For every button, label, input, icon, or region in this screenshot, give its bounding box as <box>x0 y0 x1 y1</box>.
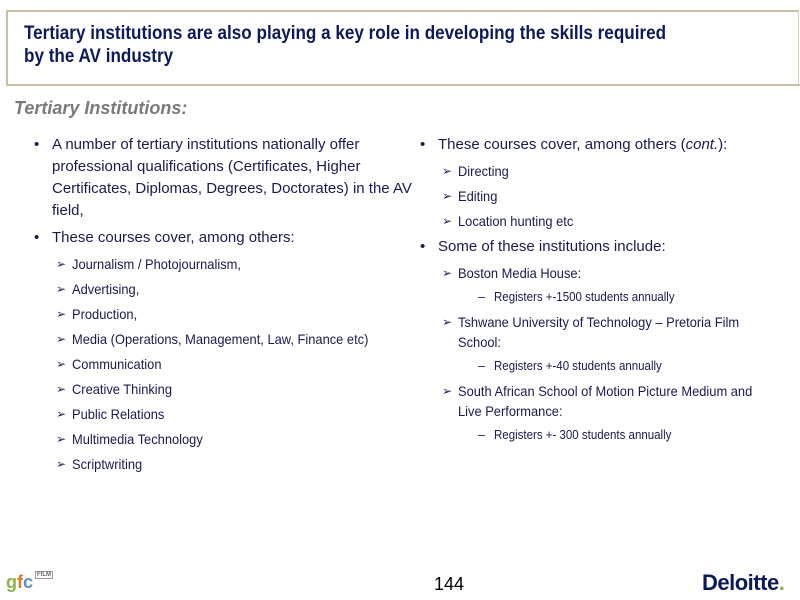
bullet-text: Some of these institutions include: <box>438 238 666 255</box>
sub-bullet <box>420 211 790 231</box>
sub-bullet <box>34 429 414 449</box>
arrow-bullet-icon: ➢ <box>442 214 453 228</box>
institution-item <box>420 263 790 283</box>
bullet-item <box>420 236 790 258</box>
sub-bullet <box>34 354 414 374</box>
sub-bullet-text: Advertising, <box>72 281 140 297</box>
gfc-logo: gfc $^{FILM}$ <box>6 572 52 592</box>
sub-bullet <box>420 186 790 206</box>
slide-title: Tertiary institutions are also playing a key role in developing the skills required by the AV industry <box>24 23 667 67</box>
left-column <box>34 134 414 479</box>
sub-bullet-text: Scriptwriting <box>72 456 143 472</box>
sub-bullet <box>34 304 414 324</box>
sub-bullet <box>420 161 790 181</box>
arrow-bullet-icon: ➢ <box>56 407 67 421</box>
arrow-bullet-icon: ➢ <box>56 357 67 371</box>
dash-bullet-icon: – <box>478 290 485 304</box>
right-column <box>420 134 790 450</box>
sub-bullet-text: Location hunting etc <box>458 213 574 229</box>
bullet-text: A number of tertiary institutions nationally offer professional qualifications (Certificates, Higher Certificates, Diplomas, Degrees, Doctorates) in the AV field, <box>52 136 412 219</box>
page-number: 144 <box>434 574 465 594</box>
bullet-item <box>34 227 414 249</box>
sub-bullet <box>34 379 414 399</box>
sub-bullet-text: Directing <box>458 163 509 179</box>
sub-bullet-text: Multimedia Technology <box>72 431 203 447</box>
bullet-text-post: ): <box>718 136 728 153</box>
sub-bullet <box>34 454 414 474</box>
arrow-bullet-icon: ➢ <box>442 189 453 203</box>
institution-detail-text: Registers +-40 students annually <box>494 359 662 373</box>
institution-detail <box>420 357 790 375</box>
arrow-bullet-icon: ➢ <box>442 315 453 329</box>
arrow-bullet-icon: ➢ <box>56 332 67 346</box>
institution-detail-text: Registers +-1500 students annually <box>494 290 675 304</box>
institution-detail <box>420 426 790 444</box>
bullet-text: These courses cover, among others: <box>52 229 295 246</box>
institution-detail-text: Registers +- 300 students annually <box>494 428 672 442</box>
deloitte-logo: Deloitte. <box>702 570 785 595</box>
institution-detail <box>420 288 790 306</box>
sub-bullet-text: Production, <box>72 306 138 322</box>
institution-name: Tshwane University of Technology – Pretoria Film School: <box>458 314 740 350</box>
arrow-bullet-icon: ➢ <box>442 384 453 398</box>
title-divider <box>6 84 800 86</box>
arrow-bullet-icon: ➢ <box>56 432 67 446</box>
dash-bullet-icon: – <box>478 359 485 373</box>
sub-bullet <box>34 329 414 349</box>
sub-bullet <box>34 254 414 274</box>
arrow-bullet-icon: ➢ <box>56 257 67 271</box>
sub-bullet <box>34 279 414 299</box>
institution-name: Boston Media House: <box>458 265 582 281</box>
arrow-bullet-icon: ➢ <box>56 282 67 296</box>
arrow-bullet-icon: ➢ <box>442 164 453 178</box>
arrow-bullet-icon: ➢ <box>56 457 67 471</box>
sub-bullet-text: Creative Thinking <box>72 381 172 397</box>
sub-bullet-text: Journalism / Photojournalism, <box>72 256 241 272</box>
sub-bullet-text: Editing <box>458 188 498 204</box>
bullet-text-pre: These courses cover, among others ( <box>438 136 686 153</box>
sub-bullet-text: Public Relations <box>72 406 165 422</box>
institution-name: South African School of Motion Picture Medium and Live Performance: <box>458 383 753 419</box>
arrow-bullet-icon: ➢ <box>442 266 453 280</box>
bullet-text-italic: cont. <box>685 136 719 153</box>
arrow-bullet-icon: ➢ <box>56 307 67 321</box>
institution-item <box>420 312 790 352</box>
bullet-item <box>420 134 790 156</box>
arrow-bullet-icon: ➢ <box>56 382 67 396</box>
section-heading: Tertiary Institutions: <box>14 98 188 118</box>
sub-bullet <box>34 404 414 424</box>
dash-bullet-icon: – <box>478 428 485 442</box>
sub-bullet-text: Media (Operations, Management, Law, Finance etc) <box>72 331 369 347</box>
sub-bullet-text: Communication <box>72 356 162 372</box>
bullet-item <box>34 134 414 222</box>
institution-item <box>420 381 790 421</box>
